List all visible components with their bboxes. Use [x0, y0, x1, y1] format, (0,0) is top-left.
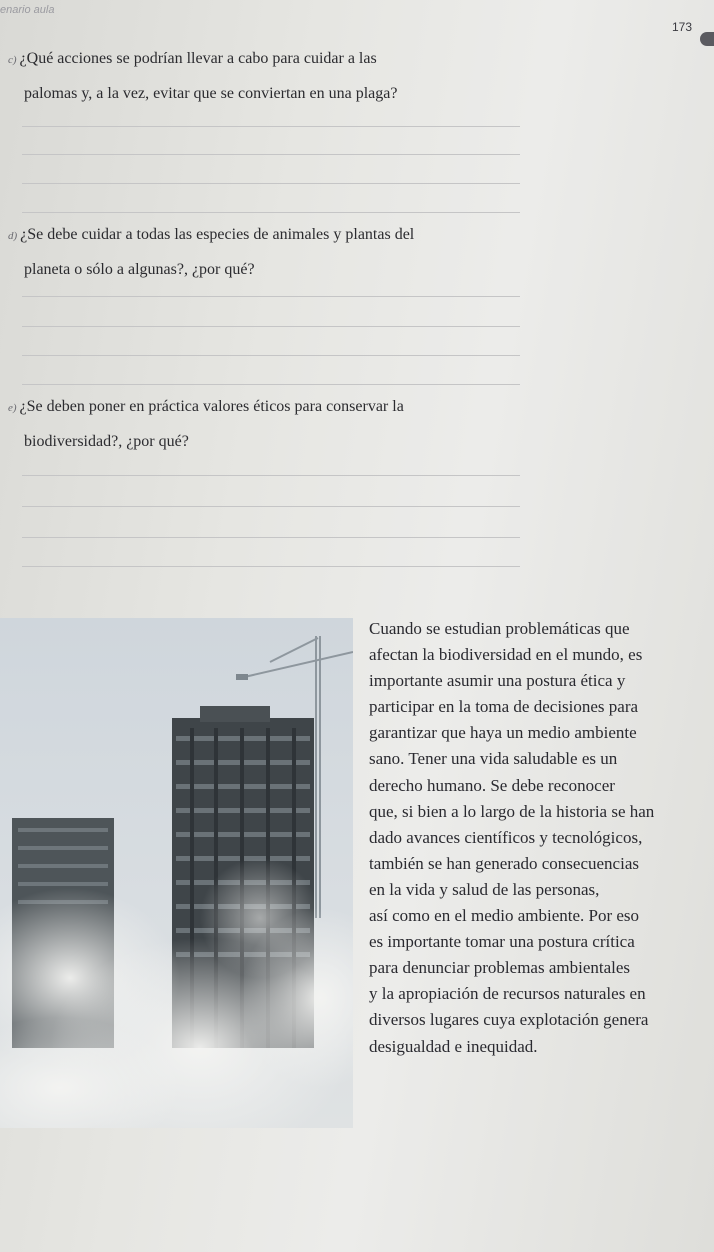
question-c-letter: c) — [8, 54, 17, 66]
answer-line — [22, 566, 520, 567]
paragraph-line: también se han generado consecuencias — [369, 853, 639, 873]
paragraph-line: dado avances científicos y tecnológicos, — [369, 827, 643, 847]
question-e-letter: e) — [8, 402, 17, 414]
paragraph-line: garantizar que haya un medio ambiente — [369, 723, 637, 743]
answer-line — [22, 506, 520, 507]
answer-line — [22, 537, 520, 538]
question-c-line-1: c) ¿Qué acciones se podrían llevar a cabo para cuidar a las — [8, 50, 377, 67]
paragraph-line: así como en el medio ambiente. Por eso — [369, 906, 640, 926]
paragraph-line: desigualdad e inequidad. — [369, 1036, 538, 1056]
question-c — [0, 42, 520, 111]
running-header: enario aula — [0, 4, 55, 16]
answer-line — [22, 126, 520, 127]
answer-line — [22, 355, 520, 356]
answer-line — [22, 154, 520, 155]
question-e — [0, 390, 520, 459]
body-paragraph — [369, 616, 714, 1060]
question-e-line-1: e) ¿Se deben poner en práctica valores éticos para conservar la — [8, 398, 404, 415]
paragraph-line: y la apropiación de recursos naturales en — [369, 984, 646, 1004]
answer-line — [22, 475, 520, 476]
paragraph-line: importante asumir una postura ética y — [369, 671, 626, 691]
question-c-line-2: palomas y, a la vez, evitar que se conviertan en una plaga? — [24, 85, 398, 102]
paragraph-line: es importante tomar una postura crítica — [369, 932, 635, 952]
question-d-line-2: planeta o sólo a algunas?, ¿por qué? — [24, 261, 255, 278]
page-number: 173 — [672, 20, 693, 34]
paragraph-line: en la vida y salud de las personas, — [369, 879, 600, 899]
answer-line — [22, 296, 520, 297]
question-d-line-1: d) ¿Se debe cuidar a todas las especies de animales y plantas del — [8, 226, 415, 243]
page-tab-icon — [700, 32, 714, 46]
answer-line — [22, 384, 520, 385]
paragraph-line: que, si bien a lo largo de la historia se han — [369, 801, 655, 821]
smog-buildings-photo — [0, 618, 353, 1128]
question-d — [0, 218, 520, 287]
paragraph-line: para denunciar problemas ambientales — [369, 958, 631, 978]
paragraph-line: afectan la biodiversidad en el mundo, es — [369, 645, 643, 665]
question-e-line-2: biodiversidad?, ¿por qué? — [24, 433, 189, 450]
paragraph-line: sano. Tener una vida saludable es un — [369, 749, 618, 769]
paragraph-line: Cuando se estudian problemáticas que — [369, 619, 630, 638]
paragraph-line: participar en la toma de decisiones para — [369, 697, 639, 717]
answer-line — [22, 212, 520, 213]
answer-line — [22, 183, 520, 184]
paragraph-line: diversos lugares cuya explotación genera — [369, 1010, 649, 1030]
paragraph-line: derecho humano. Se debe reconocer — [369, 775, 615, 795]
answer-line — [22, 326, 520, 327]
question-d-letter: d) — [8, 230, 18, 242]
